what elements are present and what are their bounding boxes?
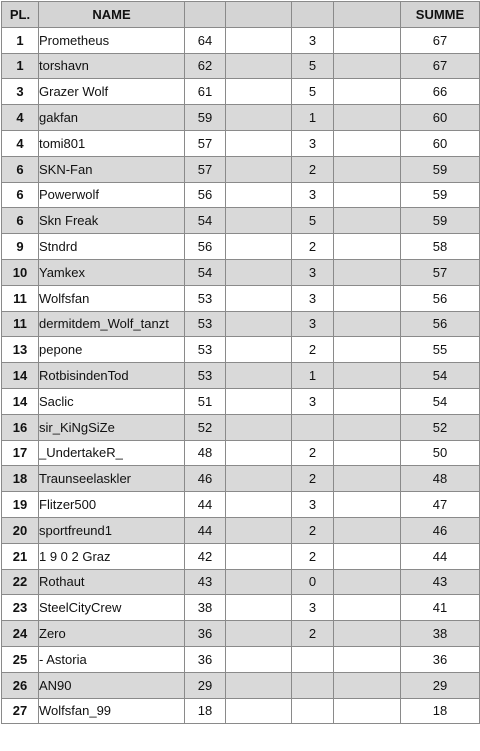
header-col6 bbox=[334, 2, 401, 28]
name-cell: RotbisindenTod bbox=[39, 363, 185, 389]
points-a-cell: 52 bbox=[185, 414, 226, 440]
points-b-cell: 3 bbox=[292, 595, 334, 621]
empty-cell bbox=[334, 259, 401, 285]
name-cell: tomi801 bbox=[39, 130, 185, 156]
empty-cell bbox=[226, 285, 292, 311]
table-row bbox=[2, 492, 480, 518]
table-row bbox=[2, 53, 480, 79]
table-row bbox=[2, 208, 480, 234]
name-cell: Flitzer500 bbox=[39, 492, 185, 518]
total-cell: 38 bbox=[401, 621, 480, 647]
empty-cell bbox=[334, 285, 401, 311]
place-cell: 20 bbox=[2, 517, 39, 543]
total-cell: 56 bbox=[401, 311, 480, 337]
points-a-cell: 64 bbox=[185, 27, 226, 53]
empty-cell bbox=[334, 79, 401, 105]
name-cell: 1 9 0 2 Graz bbox=[39, 543, 185, 569]
points-a-cell: 57 bbox=[185, 130, 226, 156]
points-a-cell: 56 bbox=[185, 234, 226, 260]
table-row bbox=[2, 311, 480, 337]
total-cell: 44 bbox=[401, 543, 480, 569]
table-row bbox=[2, 621, 480, 647]
points-b-cell: 5 bbox=[292, 53, 334, 79]
table-row bbox=[2, 27, 480, 53]
table-row bbox=[2, 414, 480, 440]
empty-cell bbox=[334, 672, 401, 698]
empty-cell bbox=[226, 105, 292, 131]
name-cell: SKN-Fan bbox=[39, 156, 185, 182]
empty-cell bbox=[334, 234, 401, 260]
empty-cell bbox=[226, 259, 292, 285]
name-cell: - Astoria bbox=[39, 646, 185, 672]
name-cell: torshavn bbox=[39, 53, 185, 79]
empty-cell bbox=[226, 363, 292, 389]
empty-cell bbox=[334, 27, 401, 53]
place-cell: 9 bbox=[2, 234, 39, 260]
place-cell: 4 bbox=[2, 130, 39, 156]
header-col4 bbox=[226, 2, 292, 28]
empty-cell bbox=[334, 621, 401, 647]
total-cell: 55 bbox=[401, 337, 480, 363]
empty-cell bbox=[334, 698, 401, 724]
points-a-cell: 56 bbox=[185, 182, 226, 208]
empty-cell bbox=[226, 234, 292, 260]
header-place: PL. bbox=[2, 2, 39, 28]
table-row bbox=[2, 156, 480, 182]
points-a-cell: 59 bbox=[185, 105, 226, 131]
empty-cell bbox=[226, 53, 292, 79]
points-b-cell: 5 bbox=[292, 208, 334, 234]
empty-cell bbox=[226, 646, 292, 672]
points-a-cell: 57 bbox=[185, 156, 226, 182]
table-row bbox=[2, 672, 480, 698]
name-cell: gakfan bbox=[39, 105, 185, 131]
table-row bbox=[2, 698, 480, 724]
table-row bbox=[2, 595, 480, 621]
empty-cell bbox=[334, 543, 401, 569]
empty-cell bbox=[334, 130, 401, 156]
name-cell: Traunseelaskler bbox=[39, 466, 185, 492]
empty-cell bbox=[334, 517, 401, 543]
header-col5 bbox=[292, 2, 334, 28]
total-cell: 47 bbox=[401, 492, 480, 518]
total-cell: 54 bbox=[401, 388, 480, 414]
name-cell: Saclic bbox=[39, 388, 185, 414]
empty-cell bbox=[226, 621, 292, 647]
empty-cell bbox=[226, 311, 292, 337]
points-a-cell: 46 bbox=[185, 466, 226, 492]
points-a-cell: 53 bbox=[185, 337, 226, 363]
total-cell: 67 bbox=[401, 53, 480, 79]
points-b-cell: 3 bbox=[292, 182, 334, 208]
empty-cell bbox=[334, 156, 401, 182]
points-a-cell: 53 bbox=[185, 285, 226, 311]
points-b-cell: 2 bbox=[292, 337, 334, 363]
empty-cell bbox=[226, 595, 292, 621]
points-b-cell: 3 bbox=[292, 388, 334, 414]
empty-cell bbox=[226, 156, 292, 182]
total-cell: 57 bbox=[401, 259, 480, 285]
empty-cell bbox=[226, 414, 292, 440]
empty-cell bbox=[226, 79, 292, 105]
points-b-cell: 0 bbox=[292, 569, 334, 595]
place-cell: 14 bbox=[2, 363, 39, 389]
points-b-cell: 3 bbox=[292, 259, 334, 285]
place-cell: 6 bbox=[2, 156, 39, 182]
points-a-cell: 61 bbox=[185, 79, 226, 105]
place-cell: 6 bbox=[2, 182, 39, 208]
place-cell: 19 bbox=[2, 492, 39, 518]
total-cell: 66 bbox=[401, 79, 480, 105]
name-cell: Powerwolf bbox=[39, 182, 185, 208]
points-a-cell: 36 bbox=[185, 621, 226, 647]
total-cell: 41 bbox=[401, 595, 480, 621]
empty-cell bbox=[334, 208, 401, 234]
points-b-cell: 2 bbox=[292, 234, 334, 260]
total-cell: 59 bbox=[401, 156, 480, 182]
table-row bbox=[2, 337, 480, 363]
table-row bbox=[2, 388, 480, 414]
empty-cell bbox=[226, 466, 292, 492]
total-cell: 59 bbox=[401, 182, 480, 208]
total-cell: 54 bbox=[401, 363, 480, 389]
empty-cell bbox=[226, 208, 292, 234]
empty-cell bbox=[226, 698, 292, 724]
empty-cell bbox=[226, 27, 292, 53]
header-row bbox=[2, 2, 480, 28]
table-row bbox=[2, 363, 480, 389]
table-row bbox=[2, 517, 480, 543]
place-cell: 22 bbox=[2, 569, 39, 595]
table-row bbox=[2, 182, 480, 208]
table-row bbox=[2, 234, 480, 260]
points-b-cell: 2 bbox=[292, 156, 334, 182]
table-body bbox=[2, 27, 480, 724]
empty-cell bbox=[226, 130, 292, 156]
place-cell: 11 bbox=[2, 285, 39, 311]
total-cell: 43 bbox=[401, 569, 480, 595]
points-a-cell: 53 bbox=[185, 363, 226, 389]
points-a-cell: 42 bbox=[185, 543, 226, 569]
empty-cell bbox=[334, 440, 401, 466]
points-a-cell: 51 bbox=[185, 388, 226, 414]
name-cell: Stndrd bbox=[39, 234, 185, 260]
total-cell: 60 bbox=[401, 105, 480, 131]
points-b-cell bbox=[292, 698, 334, 724]
place-cell: 10 bbox=[2, 259, 39, 285]
place-cell: 3 bbox=[2, 79, 39, 105]
points-a-cell: 43 bbox=[185, 569, 226, 595]
table-row bbox=[2, 79, 480, 105]
total-cell: 18 bbox=[401, 698, 480, 724]
place-cell: 14 bbox=[2, 388, 39, 414]
points-a-cell: 18 bbox=[185, 698, 226, 724]
total-cell: 59 bbox=[401, 208, 480, 234]
points-b-cell: 3 bbox=[292, 311, 334, 337]
empty-cell bbox=[226, 569, 292, 595]
points-b-cell bbox=[292, 414, 334, 440]
name-cell: sportfreund1 bbox=[39, 517, 185, 543]
name-cell: Grazer Wolf bbox=[39, 79, 185, 105]
name-cell: SteelCityCrew bbox=[39, 595, 185, 621]
standings-table bbox=[1, 1, 480, 724]
header-col3 bbox=[185, 2, 226, 28]
name-cell: Yamkex bbox=[39, 259, 185, 285]
empty-cell bbox=[334, 311, 401, 337]
points-b-cell: 2 bbox=[292, 466, 334, 492]
place-cell: 16 bbox=[2, 414, 39, 440]
points-b-cell: 1 bbox=[292, 105, 334, 131]
points-a-cell: 29 bbox=[185, 672, 226, 698]
points-b-cell: 3 bbox=[292, 285, 334, 311]
place-cell: 18 bbox=[2, 466, 39, 492]
points-b-cell: 3 bbox=[292, 27, 334, 53]
total-cell: 29 bbox=[401, 672, 480, 698]
empty-cell bbox=[226, 543, 292, 569]
name-cell: Zero bbox=[39, 621, 185, 647]
empty-cell bbox=[334, 646, 401, 672]
empty-cell bbox=[334, 53, 401, 79]
place-cell: 21 bbox=[2, 543, 39, 569]
total-cell: 58 bbox=[401, 234, 480, 260]
points-b-cell: 3 bbox=[292, 130, 334, 156]
header-name: NAME bbox=[39, 2, 185, 28]
empty-cell bbox=[334, 337, 401, 363]
table-row bbox=[2, 543, 480, 569]
empty-cell bbox=[226, 182, 292, 208]
points-a-cell: 54 bbox=[185, 208, 226, 234]
name-cell: pepone bbox=[39, 337, 185, 363]
points-b-cell: 1 bbox=[292, 363, 334, 389]
points-b-cell: 2 bbox=[292, 543, 334, 569]
empty-cell bbox=[334, 492, 401, 518]
place-cell: 1 bbox=[2, 27, 39, 53]
place-cell: 24 bbox=[2, 621, 39, 647]
total-cell: 50 bbox=[401, 440, 480, 466]
name-cell: Wolfsfan bbox=[39, 285, 185, 311]
points-a-cell: 44 bbox=[185, 517, 226, 543]
points-a-cell: 36 bbox=[185, 646, 226, 672]
total-cell: 46 bbox=[401, 517, 480, 543]
name-cell: dermitdem_Wolf_tanzt bbox=[39, 311, 185, 337]
points-a-cell: 53 bbox=[185, 311, 226, 337]
total-cell: 48 bbox=[401, 466, 480, 492]
place-cell: 26 bbox=[2, 672, 39, 698]
points-b-cell bbox=[292, 672, 334, 698]
place-cell: 11 bbox=[2, 311, 39, 337]
empty-cell bbox=[334, 388, 401, 414]
table-row bbox=[2, 285, 480, 311]
name-cell: _UndertakeR_ bbox=[39, 440, 185, 466]
points-b-cell: 3 bbox=[292, 492, 334, 518]
points-b-cell: 2 bbox=[292, 440, 334, 466]
points-a-cell: 48 bbox=[185, 440, 226, 466]
table-row bbox=[2, 569, 480, 595]
name-cell: Prometheus bbox=[39, 27, 185, 53]
table-row bbox=[2, 440, 480, 466]
points-a-cell: 54 bbox=[185, 259, 226, 285]
empty-cell bbox=[226, 672, 292, 698]
points-b-cell: 2 bbox=[292, 621, 334, 647]
points-b-cell bbox=[292, 646, 334, 672]
table-row bbox=[2, 105, 480, 131]
place-cell: 23 bbox=[2, 595, 39, 621]
empty-cell bbox=[226, 337, 292, 363]
place-cell: 1 bbox=[2, 53, 39, 79]
name-cell: Wolfsfan_99 bbox=[39, 698, 185, 724]
points-a-cell: 38 bbox=[185, 595, 226, 621]
table-row bbox=[2, 130, 480, 156]
empty-cell bbox=[334, 363, 401, 389]
empty-cell bbox=[226, 440, 292, 466]
header-sum: SUMME bbox=[401, 2, 480, 28]
table-row bbox=[2, 466, 480, 492]
place-cell: 17 bbox=[2, 440, 39, 466]
total-cell: 67 bbox=[401, 27, 480, 53]
points-a-cell: 62 bbox=[185, 53, 226, 79]
place-cell: 27 bbox=[2, 698, 39, 724]
place-cell: 6 bbox=[2, 208, 39, 234]
empty-cell bbox=[334, 595, 401, 621]
empty-cell bbox=[226, 492, 292, 518]
total-cell: 56 bbox=[401, 285, 480, 311]
empty-cell bbox=[334, 105, 401, 131]
empty-cell bbox=[334, 569, 401, 595]
total-cell: 52 bbox=[401, 414, 480, 440]
place-cell: 25 bbox=[2, 646, 39, 672]
total-cell: 36 bbox=[401, 646, 480, 672]
empty-cell bbox=[334, 466, 401, 492]
place-cell: 4 bbox=[2, 105, 39, 131]
empty-cell bbox=[334, 182, 401, 208]
name-cell: AN90 bbox=[39, 672, 185, 698]
table-row bbox=[2, 259, 480, 285]
table-row bbox=[2, 646, 480, 672]
points-b-cell: 5 bbox=[292, 79, 334, 105]
name-cell: Rothaut bbox=[39, 569, 185, 595]
points-b-cell: 2 bbox=[292, 517, 334, 543]
empty-cell bbox=[226, 388, 292, 414]
empty-cell bbox=[334, 414, 401, 440]
empty-cell bbox=[226, 517, 292, 543]
points-a-cell: 44 bbox=[185, 492, 226, 518]
place-cell: 13 bbox=[2, 337, 39, 363]
total-cell: 60 bbox=[401, 130, 480, 156]
name-cell: sir_KiNgSiZe bbox=[39, 414, 185, 440]
name-cell: Skn Freak bbox=[39, 208, 185, 234]
